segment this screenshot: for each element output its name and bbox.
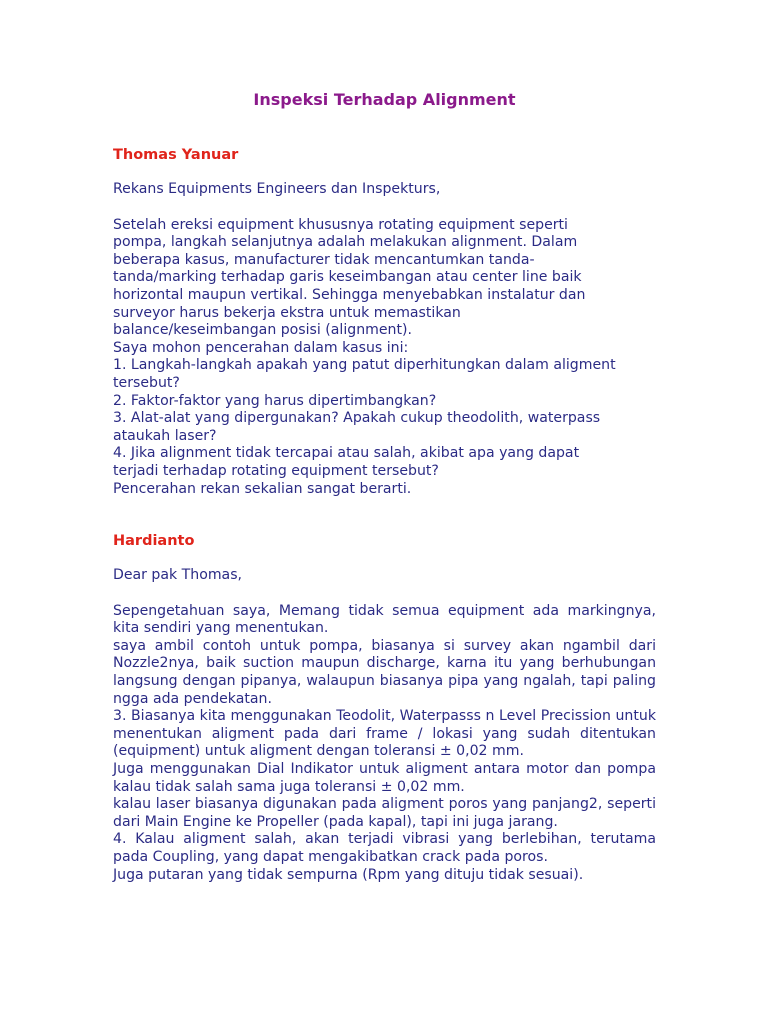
post-paragraph: Sepengetahuan saya, Memang tidak semua equipment ada markingnya, kita sendiri yang menentukan. xyxy=(113,602,656,637)
post-greeting: Rekans Equipments Engineers dan Inspekturs, xyxy=(113,181,441,197)
post-hardianto xyxy=(113,532,656,884)
post-paragraph: 3. Biasanya kita menggunakan Teodolit, Waterpasss n Level Precission untuk menentukan aligment pada dari frame / lokasi yang sudah ditentukan (equipment) untuk aligment dengan toleransi ± 0,02 mm. xyxy=(113,708,656,760)
post-paragraph: saya ambil contoh untuk pompa, biasanya si survey akan ngambil dari Nozzle2nya, baik suction maupun discharge, karna itu yang berhubungan langsung dengan pipanya, walaupun biasanya pipa yang ngalah, tapi paling ngga ada pendekatan. xyxy=(113,637,656,707)
post-paragraph: 4. Kalau aligment salah, akan terjadi vibrasi yang berlebihan, terutama pada Coupling, yang dapat mengakibatkan crack pada poros. xyxy=(113,831,656,865)
post-paragraph: kalau laser biasanya digunakan pada aligment poros yang panjang2, seperti dari Main Engine ke Propeller (pada kapal), tapi ini juga jarang. xyxy=(113,796,656,830)
post-body: Setelah ereksi equipment khususnya rotating equipment seperti pompa, langkah selanjutnya adalah melakukan alignment. Dalam beberapa kasus, manufacturer tidak mencantumkan tanda- tanda/marking terhadap garis keseimbangan atau center line baik horizontal maupun vertikal. Sehingga menyebabkan instalatur dan surveyor harus bekerja ekstra untuk memastikan balance/keseimbangan posisi (alignment). Saya mohon pencerahan dalam kasus ini: 1. Langkah-langkah apakah yang patut diperhitungkan dalam aligment tersebut? 2. Faktor-faktor yang harus dipertimbangkan? 3. Alat-alat yang dipergunakan? Apakah cukup theodolith, waterpass ataukah laser? 4. Jika alignment tidak tercapai atau salah, akibat apa yang dapat terjadi terhadap rotating equipment tersebut? Pencerahan rekan sekalian sangat berarti. xyxy=(113,216,616,497)
post-author: Hardianto xyxy=(113,533,195,549)
post-greeting: Dear pak Thomas, xyxy=(113,567,243,583)
document-title: Inspeksi Terhadap Alignment xyxy=(253,90,516,109)
post-thomas-yanuar xyxy=(113,146,656,498)
post-author: Thomas Yanuar xyxy=(113,147,239,163)
post-paragraph: Juga putaran yang tidak sempurna (Rpm yang dituju tidak sesuai). xyxy=(113,866,584,883)
post-paragraph: Juga menggunakan Dial Indikator untuk aligment antara motor dan pompa kalau tidak salah sama juga toleransi ± 0,02 mm. xyxy=(113,760,656,795)
